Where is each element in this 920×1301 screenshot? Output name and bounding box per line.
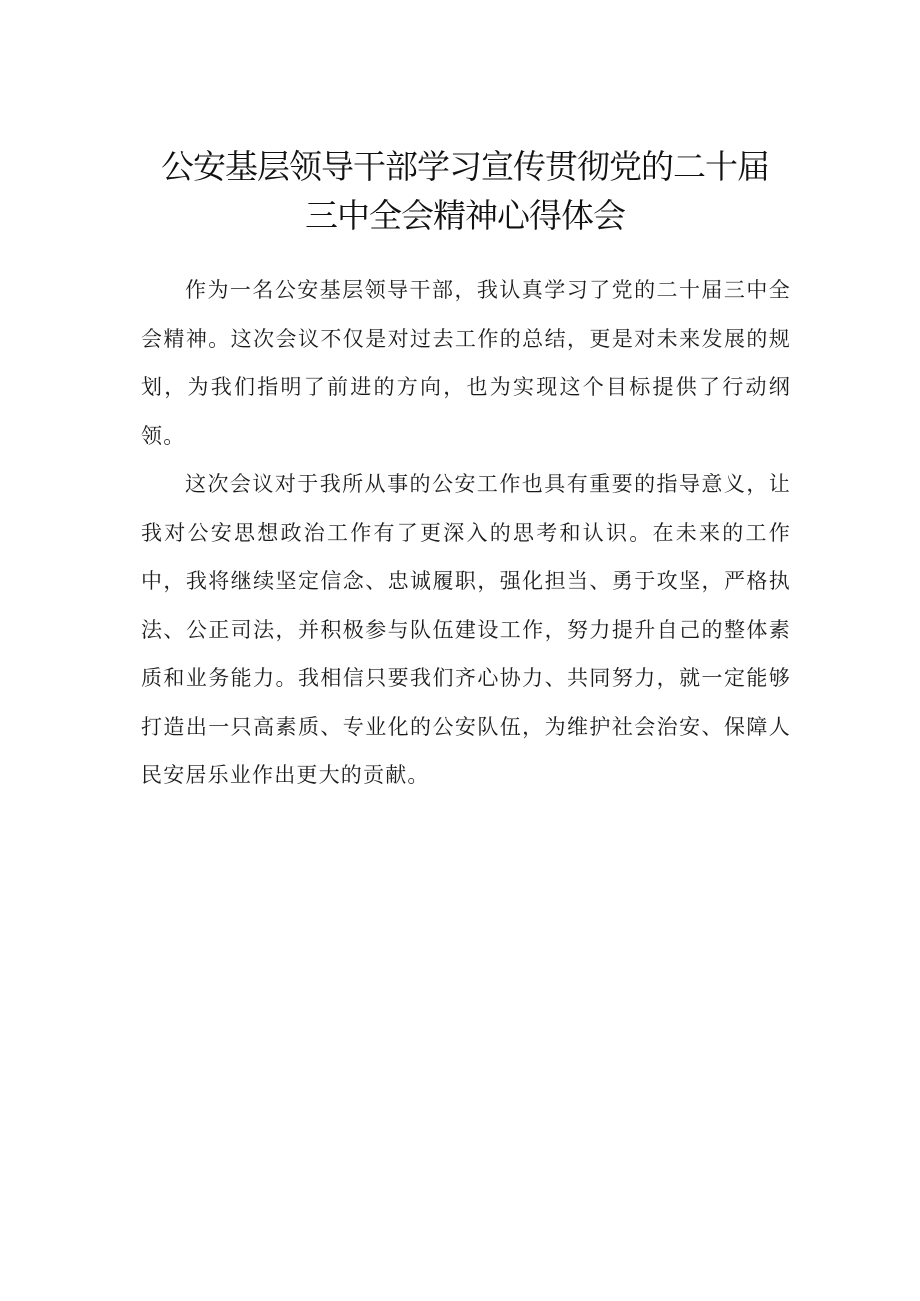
- paragraph-2: 这次会议对于我所从事的公安工作也具有重要的指导意义，让我对公安思想政治工作有了更深入的思考和认识。在未来的工作中，我将继续坚定信念、忠诚履职，强化担当、勇于攻坚，严格执法、公正司法，并积极参与队伍建设工作，努力提升自己的整体素质和业务能力。我相信只要我们齐心协力、共同努力，就一定能够打造出一只高素质、专业化的公安队伍，为维护社会治安、保障人民安居乐业作出更大的贡献。: [141, 472, 791, 787]
- document-title: [120, 142, 810, 240]
- title-line-1: 公安基层领导干部学习宣传贯彻党的二十届: [161, 147, 769, 186]
- title-line-2: 三中全会精神心得体会: [305, 196, 625, 235]
- paragraph-1: 作为一名公安基层领导干部，我认真学习了党的二十届三中全会精神。这次会议不仅是对过去工作的总结，更是对未来发展的规划，为我们指明了前进的方向，也为实现这个目标提供了行动纲领。: [141, 278, 791, 448]
- document-body: [141, 266, 791, 800]
